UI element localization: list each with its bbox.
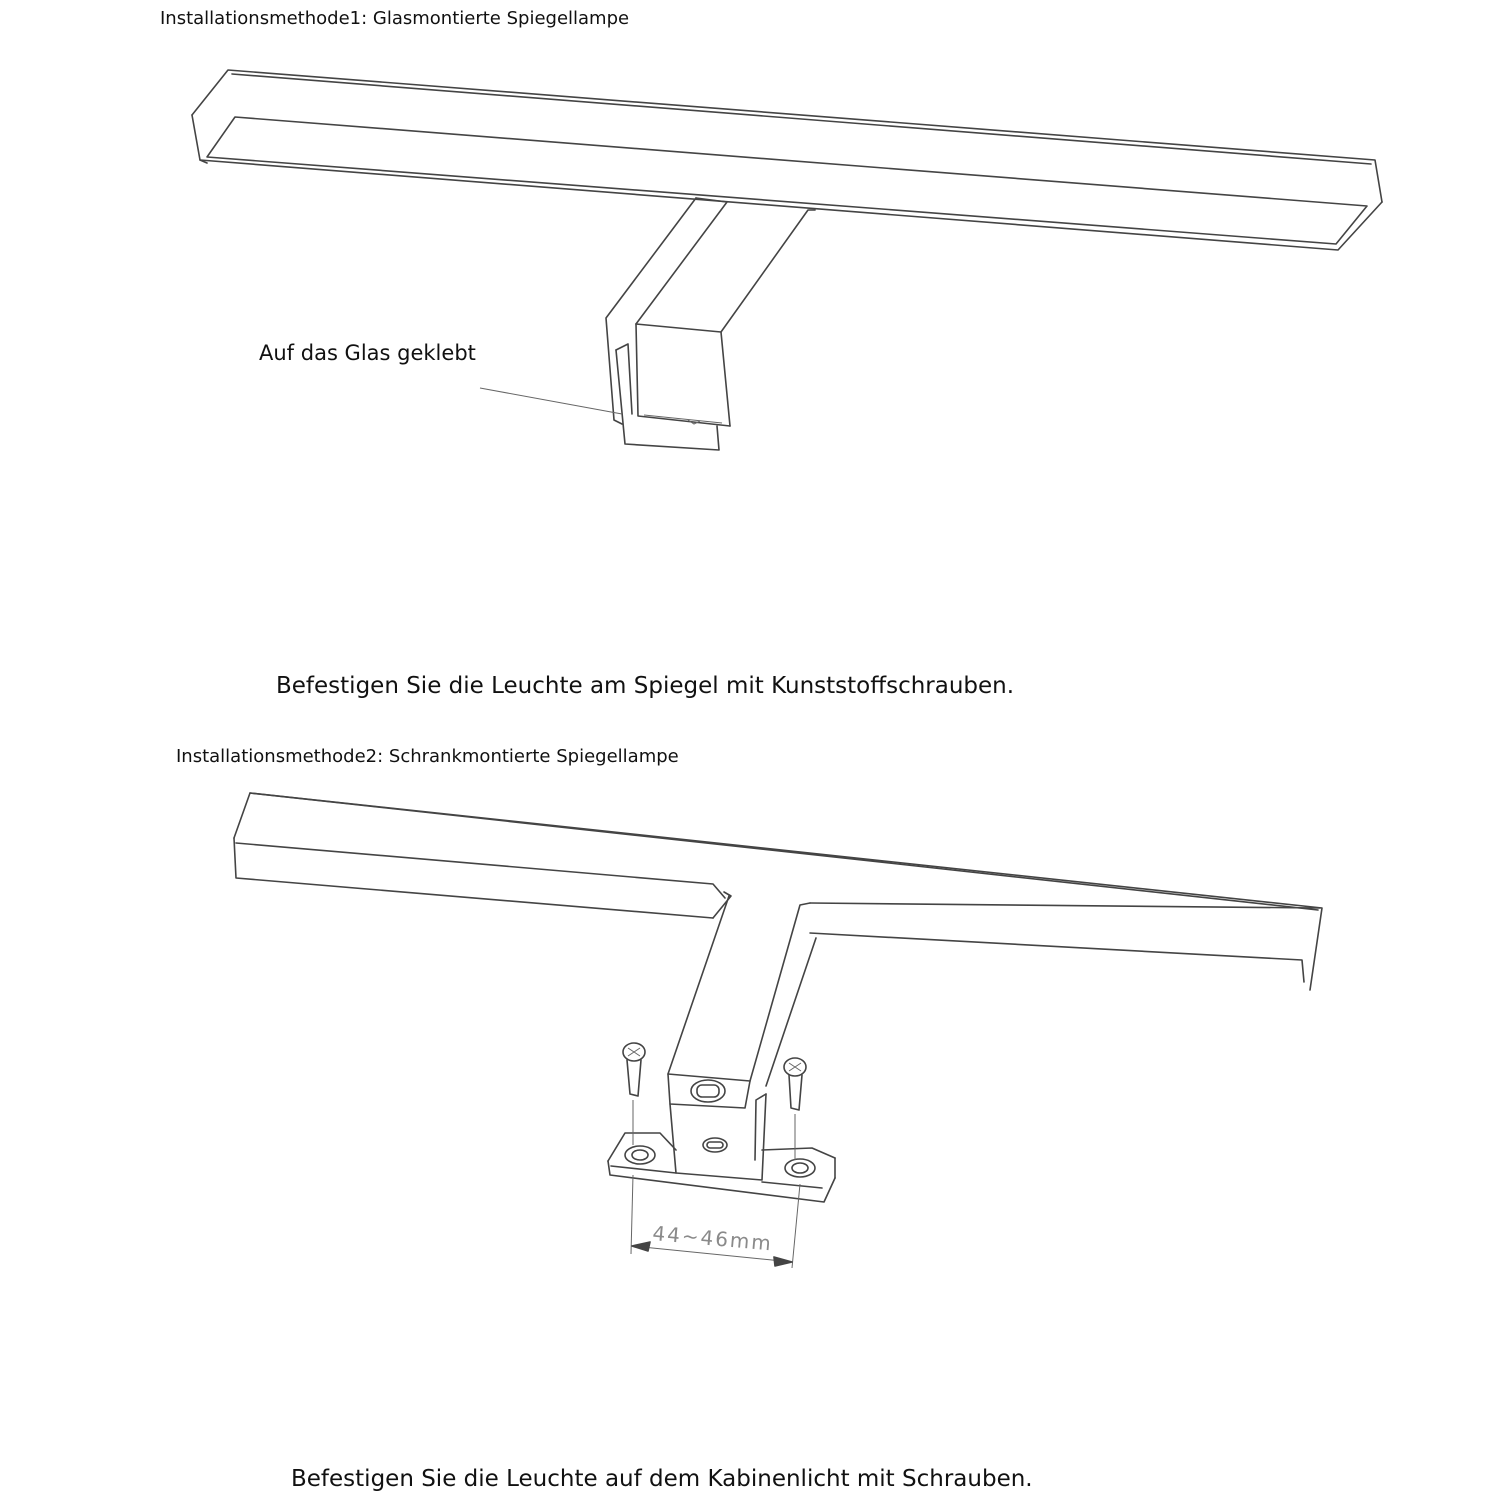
section1-caption: Befestigen Sie die Leuchte am Spiegel mit Kunststoffschrauben. <box>276 673 1015 699</box>
spacing-dimension-label: 44~46mm <box>651 1221 774 1256</box>
section2-caption: Befestigen Sie die Leuchte auf dem Kabinenlicht mit Schrauben. <box>291 1466 1033 1492</box>
glass-callout-label: Auf das Glas geklebt <box>259 341 476 365</box>
glass-mounted-lamp-drawing <box>192 70 1382 450</box>
cabinet-mounted-lamp-drawing <box>234 793 1322 1268</box>
section2-heading: Installationsmethode2: Schrankmontierte Spiegellampe <box>176 746 679 767</box>
section1-heading: Installationsmethode1: Glasmontierte Spiegellampe <box>160 8 630 29</box>
